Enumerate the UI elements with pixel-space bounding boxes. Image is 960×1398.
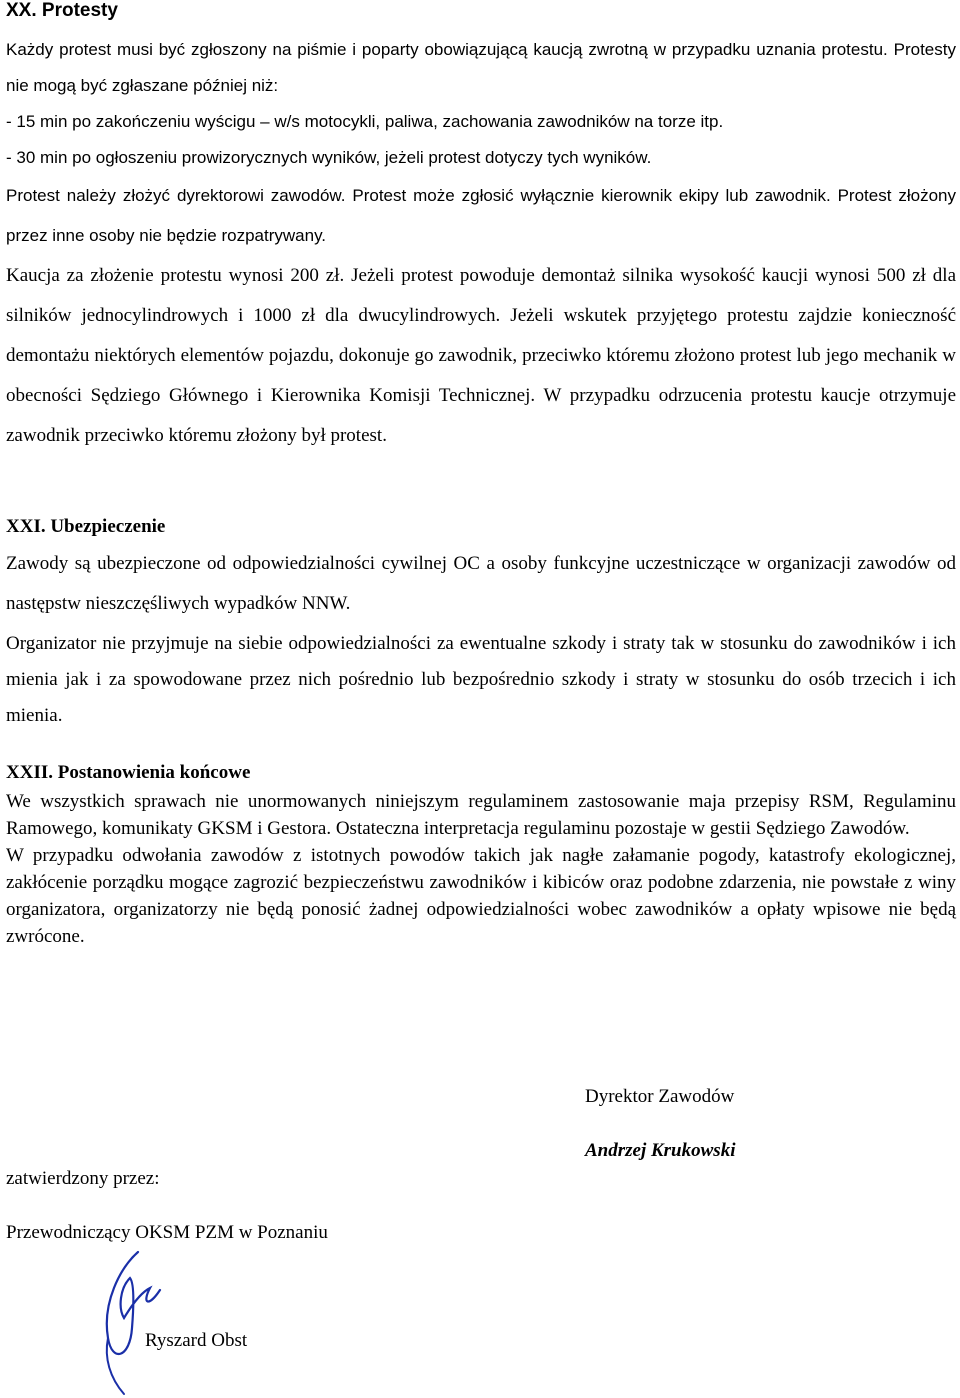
director-title: Dyrektor Zawodów xyxy=(585,1086,735,1107)
section-heading: XXII. Postanowienia końcowe xyxy=(6,762,251,783)
handwritten-signature xyxy=(90,1248,170,1398)
section-heading: XX. Protesty xyxy=(6,0,118,21)
paragraph: Protest należy złożyć dyrektorowi zawodów. Protest może zgłosić wyłącznie kierownik ekipy lub zawodnik. Protest złożony przez inne osoby nie będzie rozpatrywany. xyxy=(6,186,956,245)
chair-title: Przewodniczący OKSM PZM w Poznaniu xyxy=(6,1222,328,1243)
section-postanowienia xyxy=(6,762,956,950)
paragraph: Każdy protest musi być zgłoszony na piśmie i poparty obowiązującą kaucją zwrotną w przypadku uznania protestu. Protesty nie mogą być zgłaszane później niż: xyxy=(6,40,956,95)
section-protesty xyxy=(6,0,956,456)
paragraph: - 15 min po zakończeniu wyścigu – w/s motocykli, paliwa, zachowania zawodników na torze itp. xyxy=(6,112,724,131)
paragraph: Organizator nie przyjmuje na siebie odpowiedzialności za ewentualne szkody i straty tak w stosunku do zawodników i ich mienia jak i za spowodowane przez nich pośrednio lub bezpośrednio szkody i straty w stosunku do osób trzecich i ich mienia. xyxy=(6,633,956,726)
paragraph: Zawody są ubezpieczone od odpowiedzialności cywilnej OC a osoby funkcyjne uczestniczące w organizacji zawodów od następstw nieszczęśliwych wypadków NNW. xyxy=(6,553,956,614)
approved-by-label: zatwierdzony przez: xyxy=(6,1168,160,1189)
paragraph: Kaucja za złożenie protestu wynosi 200 zł. Jeżeli protest powoduje demontaż silnika wysokość kaucji wynosi 500 zł dla silników jednocylindrowych i 1000 zł dla dwucylindrowych. Jeżeli wskutek przyjętego protestu zajdzie konieczność demontażu niektórych elementów pojazdu, dokonuje go zawodnik, przeciwko któremu złożono protest lub jego mechanik w obecności Sędziego Głównego i Kierownika Komisji Technicznej. W przypadku odrzucenia protestu kaucje otrzymuje zawodnik przeciwko któremu złożony był protest. xyxy=(6,265,956,446)
director-name: Andrzej Krukowski xyxy=(585,1140,736,1161)
chair-name: Ryszard Obst xyxy=(145,1330,248,1351)
section-ubezpieczenie xyxy=(6,516,956,734)
section-heading: XXI. Ubezpieczenie xyxy=(6,516,166,537)
paragraph: - 30 min po ogłoszeniu prowizorycznych wyników, jeżeli protest dotyczy tych wyników. xyxy=(6,148,652,167)
paragraph: We wszystkich sprawach nie unormowanych niniejszym regulaminem zastosowanie maja przepisy RSM, Regulaminu Ramowego, komunikaty GKSM i Gestora. Ostateczna interpretacja regulaminu pozostaje w gestii Sędziego Zawodów. xyxy=(6,791,956,839)
paragraph: W przypadku odwołania zawodów z istotnych powodów takich jak nagłe załamanie pogody, katastrofy ekologicznej, zakłócenie porządku mogące zagrozić bezpieczeństwu zawodników i kibiców oraz podobne zdarzenia, nie powstałe z winy organizatora, organizatorzy nie będą ponosić żadnej odpowiedzialności wobec zawodników a opłaty wpisowe nie będą zwrócone. xyxy=(6,845,956,947)
